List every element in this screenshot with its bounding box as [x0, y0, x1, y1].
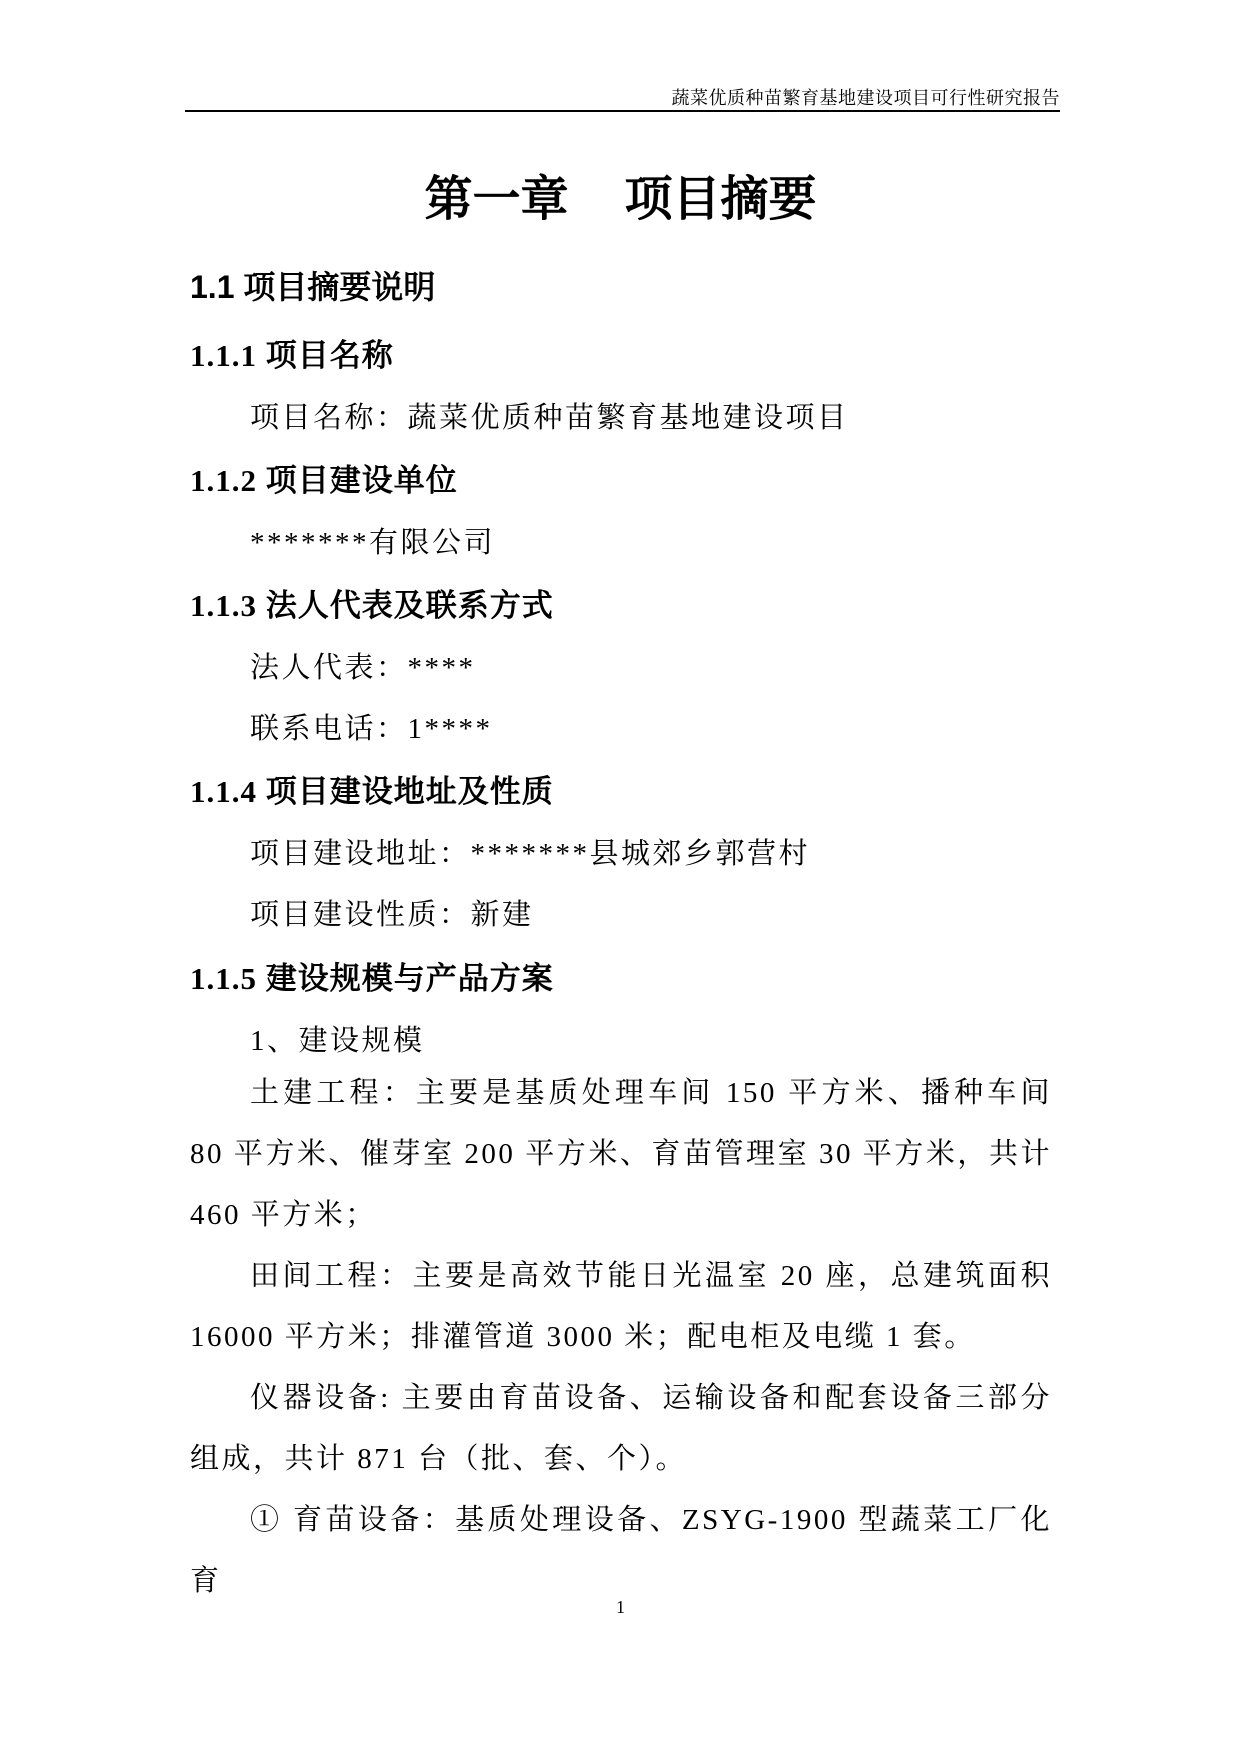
- nature-line: 项目建设性质：新建: [250, 899, 534, 931]
- chapter-name: 项目摘要: [624, 171, 817, 227]
- project-name-line: 项目名称：蔬菜优质种苗繁育基地建设项目: [250, 402, 849, 434]
- chapter-number: 第一章: [424, 171, 569, 227]
- scale-item: 1、建设规模: [250, 1025, 425, 1057]
- header-rule: [185, 110, 1060, 112]
- section-heading-1-1: 1.1 项目摘要说明: [190, 269, 436, 305]
- nursery-equipment-paragraph: ① 育苗设备：基质处理设备、ZSYG-1900 型蔬菜工厂化育: [190, 1504, 1052, 1597]
- running-header: 蔬菜优质种苗繁育基地建设项目可行性研究报告: [671, 88, 1060, 109]
- field-works-paragraph: 田间工程：主要是高效节能日光温室 20 座，总建筑面积 16000 平方米；排灌管道 3000 米；配电柜及电缆 1 套。: [190, 1260, 1052, 1353]
- heading-1-1-3: 1.1.3 法人代表及联系方式: [190, 588, 554, 623]
- address-line: 项目建设地址：*******县城郊乡郭营村: [250, 838, 811, 870]
- chapter-title: [0, 160, 1241, 229]
- equipment-paragraph: 仪器设备: 主要由育苗设备、运输设备和配套设备三部分组成，共计 871 台（批、套、个）。: [190, 1382, 1052, 1475]
- civil-works-paragraph: 土建工程：主要是基质处理车间 150 平方米、播种车间 80 平方米、催芽室 200 平方米、育苗管理室 30 平方米，共计 460 平方米；: [190, 1077, 1052, 1231]
- heading-1-1-2: 1.1.2 项目建设单位: [190, 463, 458, 498]
- phone-line: 联系电话：1****: [250, 713, 493, 745]
- heading-1-1-1: 1.1.1 项目名称: [190, 338, 394, 373]
- page-number: 1: [616, 1597, 625, 1617]
- legal-rep-line: 法人代表：****: [250, 652, 476, 684]
- heading-1-1-4: 1.1.4 项目建设地址及性质: [190, 774, 554, 809]
- heading-1-1-5: 1.1.5 建设规模与产品方案: [190, 961, 554, 996]
- builder-line: *******有限公司: [250, 527, 496, 559]
